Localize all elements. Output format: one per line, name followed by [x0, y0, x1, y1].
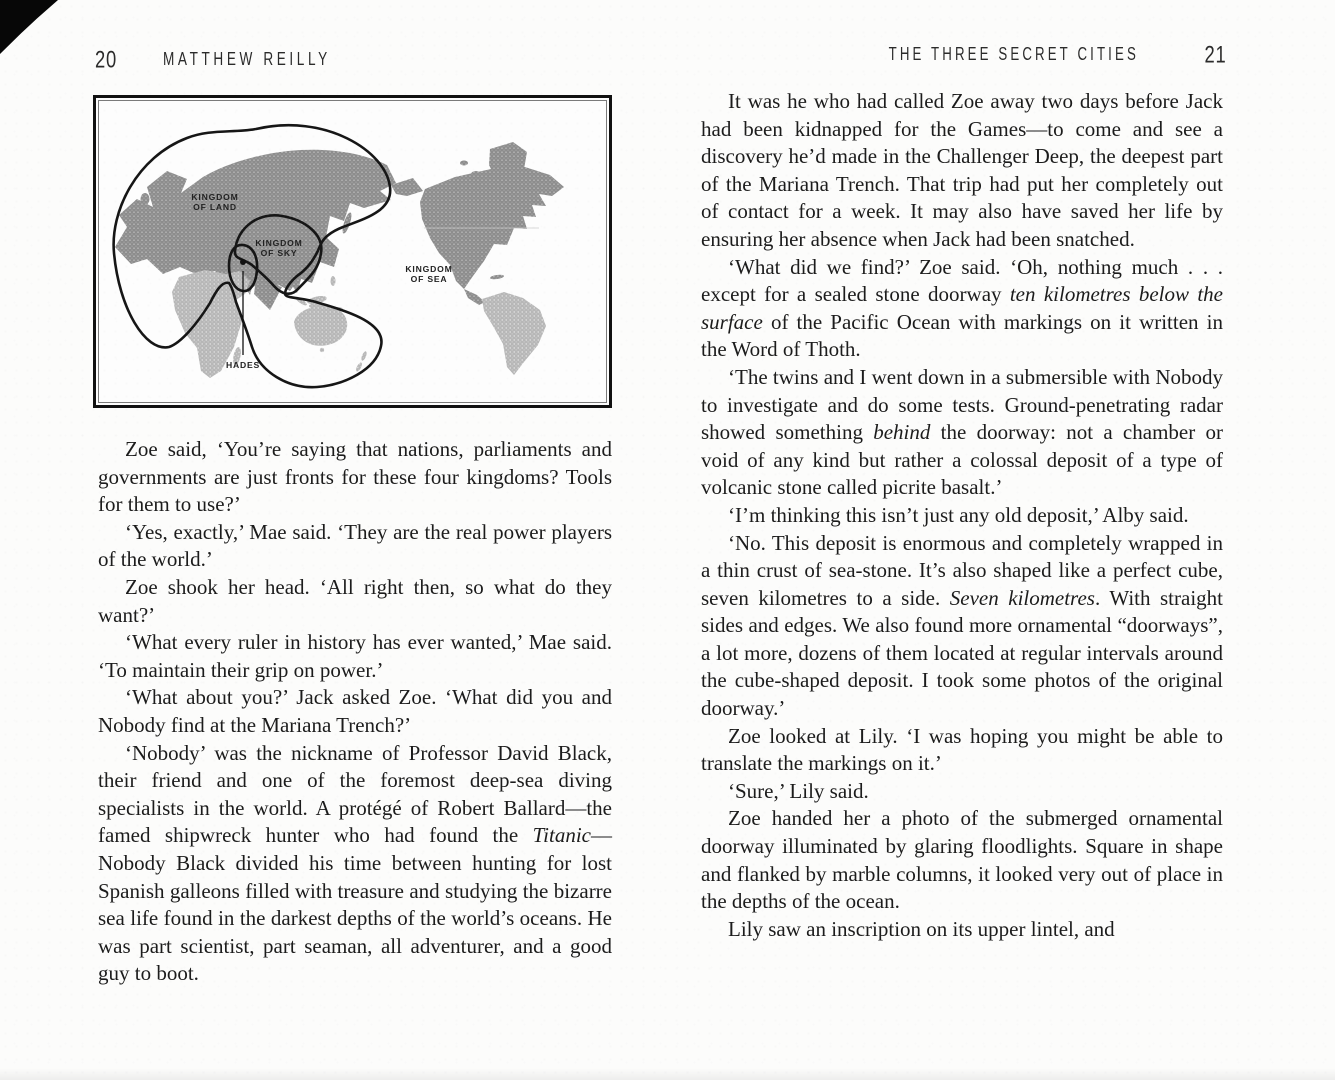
paragraph: ‘Yes, exactly,’ Mae said. ‘They are the real power players of the world.’ [98, 519, 612, 572]
scan-corner-artifact [0, 0, 58, 54]
paragraph: ‘I’m thinking this isn’t just any old deposit,’ Alby said. [728, 502, 1189, 527]
paragraph: It was he who had called Zoe away two days before Jack had been kidnapped for the Games—to come and see a discovery he’d made in the Challenger Deep, the deepest part of the Mariana Trench. That trip had put her completely out of contact for a week. It may also have saved her life by ensuring her absence when Jack had been snatched. [701, 89, 1223, 251]
right-page-number: 21 [1204, 40, 1227, 68]
paragraph: Zoe shook her head. ‘All right then, so what do they want?’ [98, 574, 612, 627]
hades-dot [240, 259, 246, 265]
label-kingdom-of-sky-line2: OF SKY [260, 248, 298, 258]
paragraph: Zoe handed her a photo of the submerged ornamental doorway illuminated by glaring floodlights. Square in shape and flanked by marble columns, it looked very out of place in the depths of the ocean. [701, 806, 1223, 914]
left-running-head: MATTHEW REILLY [163, 49, 331, 70]
baffin [471, 171, 481, 177]
britain [141, 193, 150, 205]
paragraph: ‘Sure,’ Lily said. [728, 778, 869, 803]
right-page-text [701, 88, 1223, 943]
label-kingdom-of-land-line1: KINGDOM [191, 192, 239, 202]
paragraph: ‘What about you?’ Jack asked Zoe. ‘What did you and Nobody find at the Mariana Trench?’ [98, 685, 612, 737]
label-kingdom-of-sky-line1: KINGDOM [255, 238, 303, 248]
paragraph: ‘The twins and I went down in a submersible with Nobody to investigate and do some tests. Ground-penetrating radar showed something behind the doorway: not a chamber or void of any kind but rather a colossal deposit of a type of volcanic stone called picrite basalt.’ [701, 364, 1223, 500]
arctic-island [460, 161, 468, 166]
paragraph: Zoe looked at Lily. ‘I was hoping you might be able to translate the markings on it.’ [701, 723, 1223, 776]
label-kingdom-of-sea-line1: KINGDOM [405, 264, 453, 274]
ireland [135, 200, 140, 207]
left-page-text [98, 436, 612, 988]
left-page-number: 20 [95, 45, 118, 73]
paragraph: ‘Nobody’ was the nickname of Professor David Black, their friend and one of the foremost deep-sea diving specialists in the world. A protégé of Robert Ballard—the famed shipwreck hunter who had found the Titanic—Nobody Black divided his time between hunting for lost Spanish galleons filled with treasure and studying the bizarre sea life found in the darkest depths of the world’s oceans. He was part scientist, part seaman, all adventurer, and a good guy to boot. [98, 740, 612, 986]
paragraph: Lily saw an inscription on its upper lintel, and [728, 916, 1115, 941]
paragraph: ‘No. This deposit is enormous and completely wrapped in a thin crust of sea-stone. It’s also shaped like a perfect cube, seven kilometres to a side. Seven kilometres. With straight sides and edges. We also found more ornamental “doorways”, a lot more, dozens of them located at regular intervals around the cube-shaped deposit. I took some photos of the original doorway.’ [701, 530, 1223, 721]
label-kingdom-of-sea-line2: OF SEA [410, 274, 448, 284]
label-kingdom-of-land-line2: OF LAND [193, 202, 237, 212]
kingdoms-map-figure [93, 95, 612, 408]
paragraph: Zoe said, ‘You’re saying that nations, parliaments and governments are just fronts for these four kingdoms? Tools for them to use?’ [98, 437, 612, 517]
label-hades: HADES [225, 360, 261, 370]
tasmania [320, 348, 324, 352]
philippines [331, 276, 336, 286]
paragraph: ‘What every ruler in history has ever wanted,’ Mae said. ‘To maintain their grip on power.’ [98, 630, 612, 682]
left-page-header [95, 45, 331, 73]
right-running-head: THE THREE SECRET CITIES [888, 44, 1139, 65]
scan-bottom-edge [0, 1068, 1335, 1080]
paragraph: ‘What did we find?’ Zoe said. ‘Oh, nothing much . . . except for a sealed stone doorway ten kilometres below the surface of the Pacific Ocean with markings on it written in the Word of Thoth. [701, 254, 1223, 362]
kingdoms-world-map [93, 95, 612, 408]
